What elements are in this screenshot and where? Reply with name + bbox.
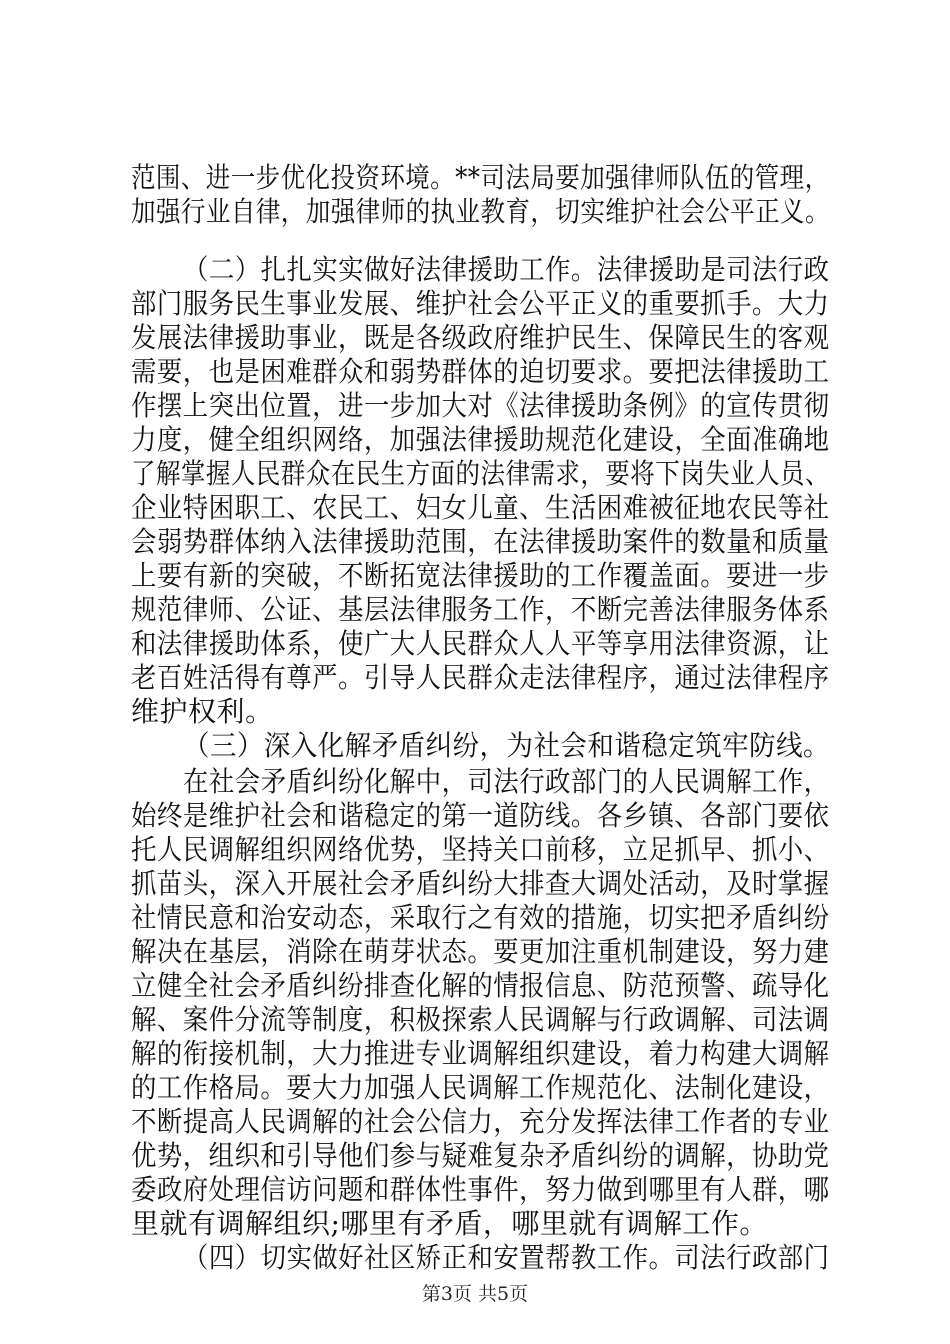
text-line: 加强行业自律，加强律师的执业教育，切实维护社会公平正义。 <box>131 195 830 228</box>
text-line: 抓苗头，深入开展社会矛盾纠纷大排查大调处活动，及时掌握 <box>131 867 830 900</box>
text-line: 需要，也是困难群众和弱势群体的迫切要求。要把法律援助工 <box>131 355 830 388</box>
text-line: 在社会矛盾纠纷化解中，司法行政部门的人民调解工作， <box>183 765 830 798</box>
page-footer: 第3页 共5页 <box>421 1283 529 1305</box>
text-line: 解、案件分流等制度，积极探索人民调解与行政调解、司法调 <box>131 1003 830 1036</box>
text-line: 和法律援助体系，使广大人民群众人人平等享用法律资源，让 <box>131 627 830 660</box>
text-line: 不断提高人民调解的社会公信力，充分发挥法律工作者的专业 <box>131 1105 830 1138</box>
text-line: 解决在基层，消除在萌芽状态。要更加注重机制建设，努力建 <box>131 935 830 968</box>
text-line: 规范律师、公证、基层法律服务工作，不断完善法律服务体系 <box>131 593 830 626</box>
text-line: 始终是维护社会和谐稳定的第一道防线。各乡镇、各部门要依 <box>131 799 830 832</box>
text-line: （二）扎扎实实做好法律援助工作。法律援助是司法行政 <box>183 253 830 286</box>
text-line: 的工作格局。要大力加强人民调解工作规范化、法制化建设， <box>131 1071 830 1104</box>
text-line: 委政府处理信访问题和群体性事件，努力做到哪里有人群，哪 <box>131 1173 830 1206</box>
text-line: 企业特困职工、农民工、妇女儿童、生活困难被征地农民等社 <box>131 491 830 524</box>
text-line: 部门服务民生事业发展、维护社会公平正义的重要抓手。大力 <box>131 287 830 320</box>
text-line: 上要有新的突破，不断拓宽法律援助的工作覆盖面。要进一步 <box>131 559 830 592</box>
text-line: 社情民意和治安动态，采取行之有效的措施，切实把矛盾纠纷 <box>131 901 830 934</box>
text-line: 作摆上突出位置，进一步加大对《法律援助条例》的宣传贯彻 <box>131 389 830 422</box>
text-line: （四）切实做好社区矫正和安置帮教工作。司法行政部门 <box>183 1241 830 1274</box>
text-line: 力度，健全组织网络，加强法律援助规范化建设，全面准确地 <box>131 423 830 456</box>
text-line: 了解掌握人民群众在民生方面的法律需求，要将下岗失业人员、 <box>131 457 830 490</box>
text-line: 托人民调解组织网络优势，坚持关口前移，立足抓早、抓小、 <box>131 833 830 866</box>
text-line: 范围、进一步优化投资环境。**司法局要加强律师队伍的管理， <box>131 161 830 194</box>
text-line: 老百姓活得有尊严。引导人民群众走法律程序，通过法律程序 <box>131 661 830 694</box>
text-line: 立健全社会矛盾纠纷排查化解的情报信息、防范预警、疏导化 <box>131 969 830 1002</box>
text-line: 解的衔接机制，大力推进专业调解组织建设，着力构建大调解 <box>131 1037 830 1070</box>
text-line: 会弱势群体纳入法律援助范围，在法律援助案件的数量和质量 <box>131 525 830 558</box>
text-line: 优势，组织和引导他们参与疑难复杂矛盾纠纷的调解，协助党 <box>131 1139 830 1172</box>
text-line: 维护权利。 <box>131 695 274 728</box>
text-line: （三）深入化解矛盾纠纷，为社会和谐稳定筑牢防线。 <box>183 729 831 762</box>
text-line: 发展法律援助事业，既是各级政府维护民生、保障民生的客观 <box>131 321 830 354</box>
text-line: 里就有调解组织;哪里有矛盾，哪里就有调解工作。 <box>131 1207 768 1240</box>
